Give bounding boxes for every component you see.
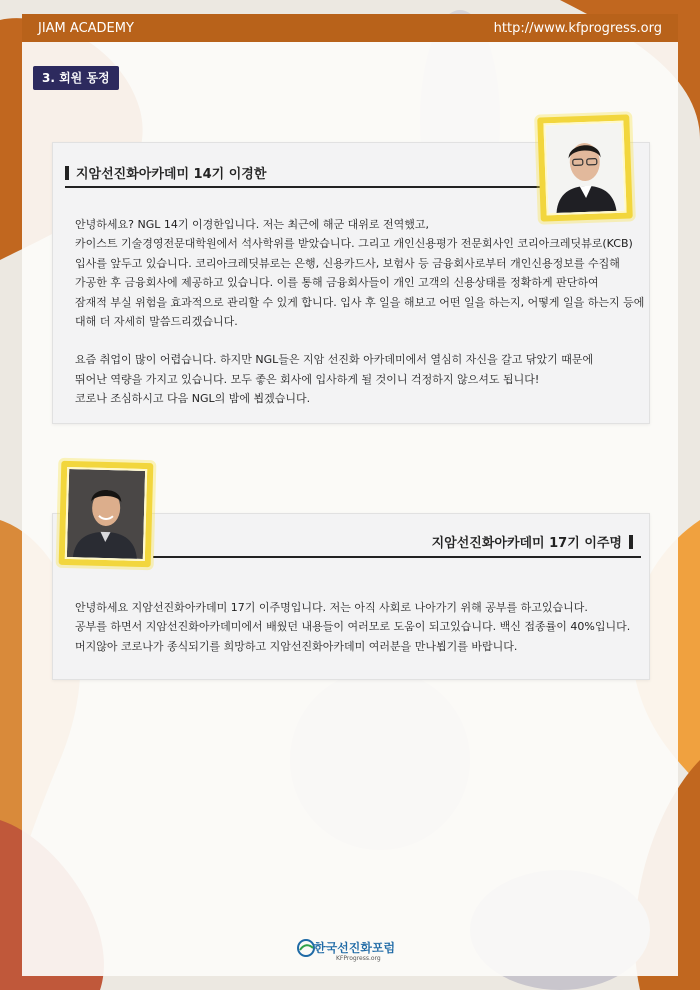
footer-logo — [296, 936, 406, 966]
member-title-2-text: 지암선진화아카데미 17기 이주명 — [431, 536, 622, 551]
member-title-1-text: 지암선진화아카데미 14기 이경한 — [76, 167, 267, 182]
message-line: 안녕하세요 지암선진화아카데미 17기 이주명입니다. 저는 아직 사회로 나아가기 위해 공부를 하고있습니다. — [75, 601, 588, 614]
section-badge: 3. 회원 동정 — [33, 66, 119, 90]
member-title-1 — [65, 163, 266, 182]
member-photo-1 — [537, 114, 633, 221]
title-underline — [65, 186, 549, 188]
member-message-2 — [75, 598, 641, 656]
title-underline — [153, 556, 641, 558]
member-title-2 — [432, 532, 633, 551]
logo-emblem-icon — [296, 938, 316, 958]
portrait-2 — [67, 469, 145, 559]
header-url[interactable]: http://www.kfprogress.org — [493, 20, 662, 36]
message-line: 머지않아 코로나가 종식되기를 희망하고 지암선진화아카데미 여러분을 만나뵙기를 바랍니다. — [75, 639, 518, 653]
message-line: 카이스트 기술경영전문대학원에서 석사학위를 받았습니다. 그리고 개인신용평가 전문회사인 코리아크레딧뷰로(KCB) — [75, 237, 633, 251]
header-title: JIAM ACADEMY — [38, 20, 134, 36]
header-bar — [22, 14, 678, 42]
message-line: 공부를 하면서 지암선진화아카데미에서 배웠던 내용들이 여러모로 도움이 되고있습니다. 백신 접종률이 40%입니다. — [75, 620, 631, 634]
message-line: 잠재적 부실 위험을 효과적으로 관리할 수 있게 합니다. 입사 후 일을 해보고 어떤 일을 하는지, 어떻게 일을 하는지 등에 — [75, 295, 645, 309]
logo-text: 한국선진화포럼 — [314, 941, 396, 955]
member-message-1 — [75, 215, 645, 409]
message-line: 가공한 후 금융회사에 제공하고 있습니다. 이를 통해 금융회사들이 개인 고객의 신용상태를 정확하게 판단하여 — [75, 276, 599, 290]
message-line: 안녕하세요? NGL 14기 이경한입니다. 저는 최근에 해군 대위로 전역했고, — [75, 218, 429, 231]
message-line: 코로나 조심하시고 다음 NGL의 밤에 뵙겠습니다. — [75, 392, 311, 406]
portrait-1 — [545, 123, 624, 214]
logo-subtext: KFProgress.org — [336, 955, 381, 962]
message-line: 뛰어난 역량을 가지고 있습니다. 모두 좋은 회사에 입사하게 될 것이니 걱정하지 않으셔도 됩니다! — [75, 372, 540, 386]
title-marker-bar — [629, 535, 633, 549]
member-photo-2 — [59, 461, 154, 567]
message-line: 대해 더 자세히 말씀드리겠습니다. — [75, 315, 238, 329]
title-marker-bar — [65, 166, 69, 180]
paragraph-gap — [75, 331, 641, 350]
message-line: 입사를 앞두고 있습니다. 코리아크레딧뷰로는 은행, 신용카드사, 보험사 등 금융회사로부터 개인신용정보를 수집해 — [75, 256, 620, 270]
message-line: 요즘 취업이 많이 어렵습니다. 하지만 NGL들은 지암 선진화 아카데미에서 열심히 자신을 갈고 닦았기 때문에 — [75, 353, 594, 367]
